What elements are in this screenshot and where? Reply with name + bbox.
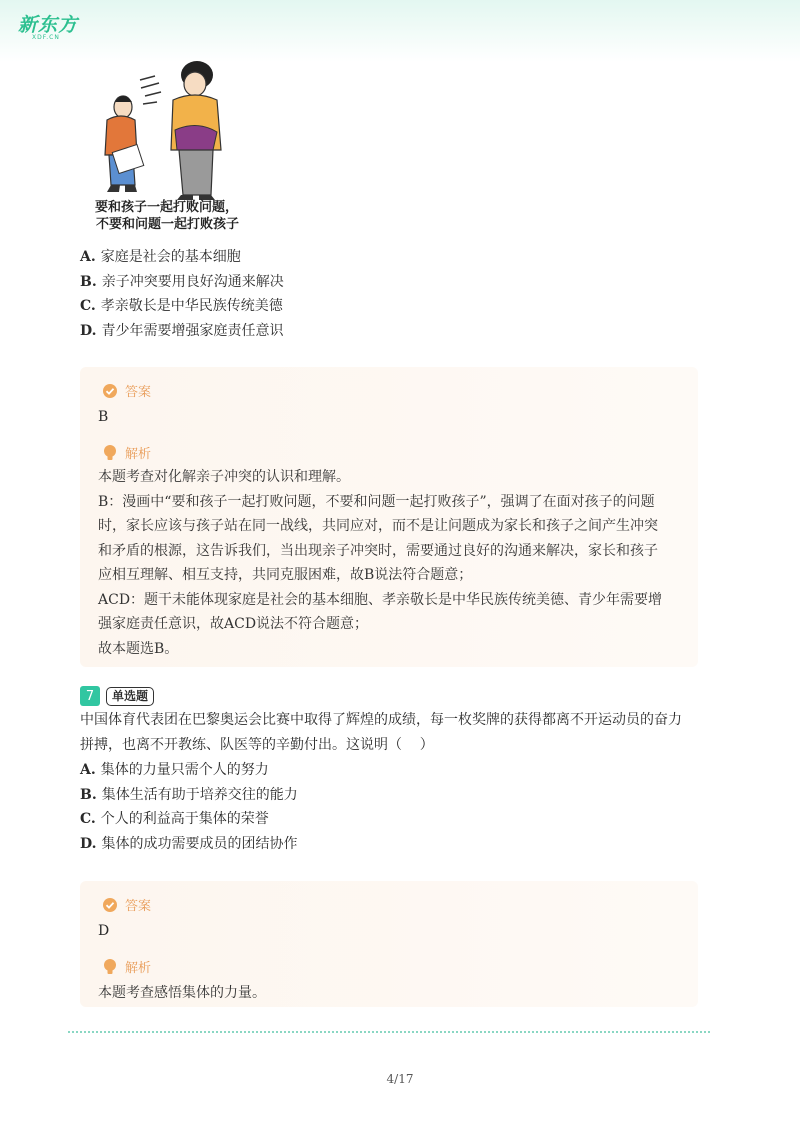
- option-text: 孝亲敬长是中华民族传统美德: [100, 298, 283, 314]
- lightbulb-icon: [102, 444, 118, 462]
- answer-value: D: [98, 923, 110, 939]
- option-b[interactable]: [80, 783, 298, 808]
- q6-answer-panel: [80, 367, 698, 667]
- question-line: 拼搏，也离不开教练、队医等的辛勤付出。这说明（ ）: [80, 736, 434, 753]
- option-a[interactable]: [80, 245, 284, 270]
- q6-options: [80, 245, 284, 343]
- q7-options: [80, 758, 298, 856]
- xdf-logo: [18, 10, 78, 41]
- analysis-text: [98, 981, 678, 1006]
- child-figure: [105, 96, 144, 192]
- option-d[interactable]: [80, 832, 298, 857]
- option-key: D.: [80, 322, 97, 339]
- option-text: 家庭是社会的基本细胞: [100, 249, 241, 265]
- analysis-line: ACD：题干未能体现家庭是社会的基本细胞、孝亲敬长是中华民族传统美德、青少年需要增: [98, 591, 663, 608]
- analysis-line: 应相互理解、相互支持，共同克服困难，故B说法符合题意；: [98, 567, 473, 583]
- option-key: D.: [80, 835, 97, 852]
- logo-subtext: XDF.CN: [32, 34, 60, 41]
- question-text: [80, 708, 700, 757]
- answer-header: [102, 381, 151, 400]
- option-key: C.: [80, 298, 96, 314]
- section-divider: [68, 1031, 710, 1033]
- check-badge-icon: [102, 383, 118, 399]
- option-text: 集体的成功需要成员的团结协作: [101, 835, 298, 852]
- question-type-badge: 单选题: [106, 687, 154, 706]
- analysis-label: 解析: [125, 961, 152, 976]
- option-text: 个人的利益高于集体的荣誉: [100, 811, 269, 827]
- analysis-line: 时，家长应该与孩子站在同一战线，共同应对，而不是让问题成为家长和孩子之间产生冲突: [98, 518, 658, 534]
- analysis-line: B：漫画中“要和孩子一起打败问题，不要和问题一起打败孩子”，强调了在面对孩子的问题: [98, 493, 655, 510]
- analysis-line: 本题考查对化解亲子冲突的认识和理解。: [98, 469, 350, 485]
- answer-label: 答案: [125, 899, 152, 914]
- answer-value: B: [98, 409, 109, 425]
- option-c[interactable]: [80, 807, 298, 832]
- analysis-line: 故本题选B。: [98, 640, 179, 657]
- question-header: [80, 686, 154, 706]
- cartoon-caption: [95, 199, 239, 233]
- analysis-text: [98, 465, 678, 661]
- option-key: A.: [80, 249, 96, 265]
- option-key: C.: [80, 811, 96, 827]
- answer-label: 答案: [125, 385, 152, 400]
- answer-header: [102, 895, 151, 914]
- caption-line: 不要和问题一起打败孩子: [96, 217, 240, 232]
- lightbulb-icon: [102, 958, 118, 976]
- option-a[interactable]: [80, 758, 298, 783]
- option-key: B.: [80, 273, 97, 290]
- caption-line: 要和孩子一起打败问题，: [95, 200, 239, 215]
- shout-lines: [140, 76, 161, 104]
- analysis-line: 本题考查感悟集体的力量。: [98, 985, 266, 1001]
- analysis-label: 解析: [125, 447, 152, 462]
- option-text: 集体的力量只需个人的努力: [100, 762, 269, 778]
- option-c[interactable]: [80, 294, 284, 319]
- analysis-line: 强家庭责任意识，故ACD说法不符合题意；: [98, 616, 369, 632]
- question-line: 中国体育代表团在巴黎奥运会比赛中取得了辉煌的成绩，每一枚奖牌的获得都离不开运动员的奋力: [80, 712, 682, 728]
- check-badge-icon: [102, 897, 118, 913]
- mother-figure: [171, 61, 221, 200]
- option-text: 青少年需要增强家庭责任意识: [101, 322, 284, 339]
- analysis-line: 和矛盾的根源，这告诉我们，当出现亲子冲突时，需要通过良好的沟通来解决，家长和孩子: [98, 542, 658, 559]
- logo-text: 新东方: [18, 14, 79, 36]
- page-number: 4/17: [386, 1072, 414, 1086]
- option-d[interactable]: [80, 319, 284, 344]
- option-key: B.: [80, 786, 97, 803]
- option-text: 亲子冲突要用良好沟通来解决: [101, 273, 284, 290]
- option-key: A.: [80, 762, 96, 778]
- option-text: 集体生活有助于培养交往的能力: [101, 786, 298, 803]
- q7-answer-panel: [80, 881, 698, 1007]
- option-b[interactable]: [80, 270, 284, 295]
- analysis-header: [102, 443, 151, 462]
- analysis-header: [102, 957, 151, 976]
- question-number: 7: [80, 686, 100, 706]
